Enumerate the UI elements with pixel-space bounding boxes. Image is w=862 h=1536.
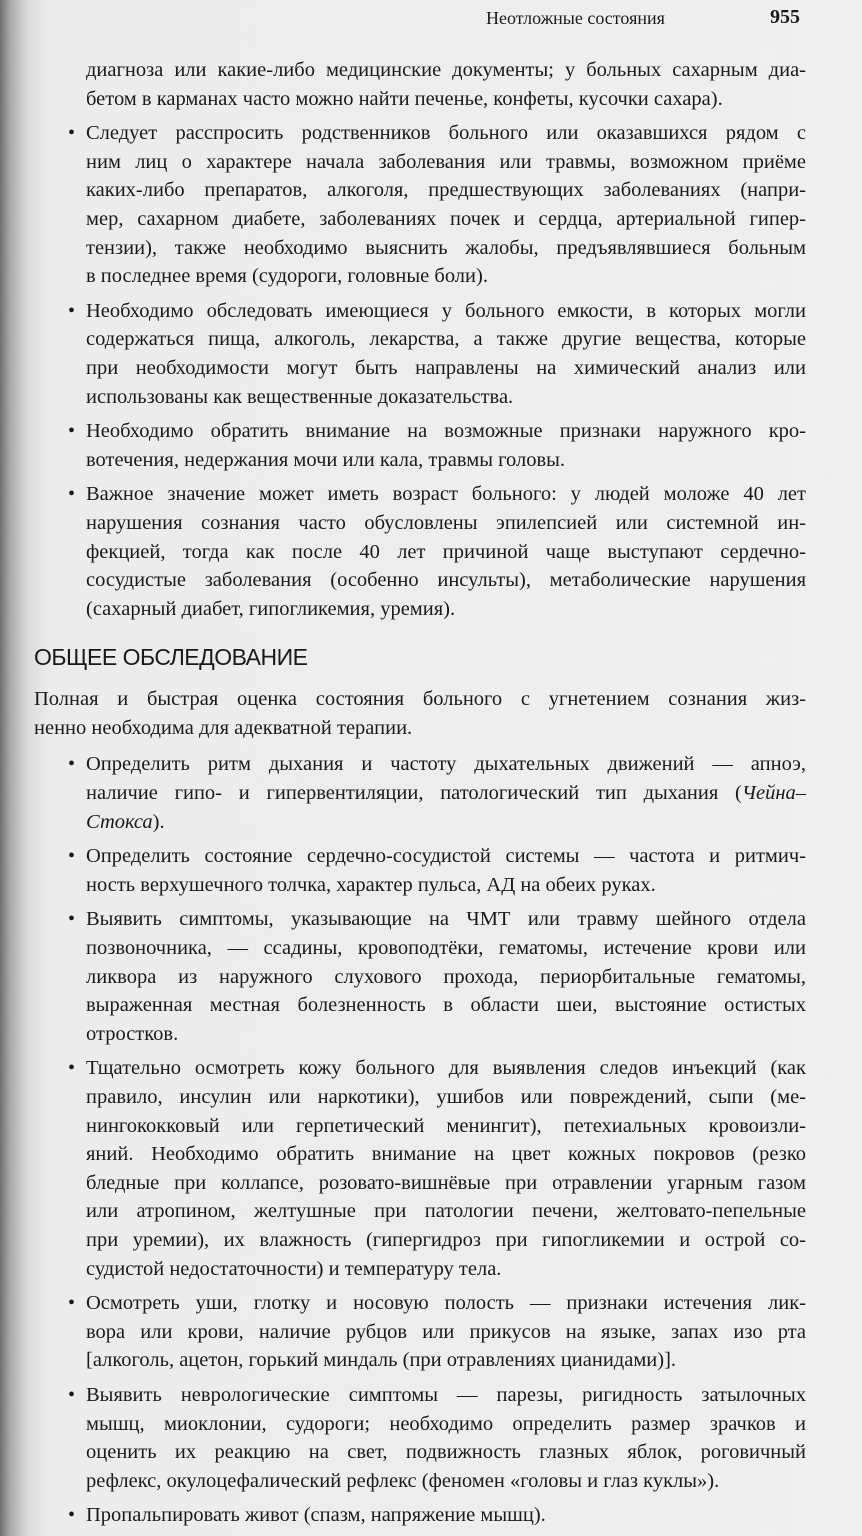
text-line: правило, инсулин или наркотики), ушибов или повреждений, сыпи (ме- — [86, 1086, 806, 1108]
text-line: Следует расспросить родственников больного или оказавшихся рядом с — [86, 122, 806, 145]
section-lead-paragraph — [34, 685, 806, 742]
bullet-icon: • — [68, 1292, 76, 1315]
text-fragment: наличие гипо- и гипервентиляции, патологический тип дыхания ( — [86, 782, 742, 805]
bullet-item — [68, 119, 806, 291]
bullet-item — [68, 750, 806, 836]
bullet-item — [68, 1501, 806, 1530]
text-line: (сахарный диабет, гипогликемия, уремия). — [86, 597, 456, 620]
text-line: вотечения, недержания мочи или кала, травмы головы. — [86, 448, 566, 471]
text-line: тензии), также необходимо выяснить жалобы, предъявлявшиеся больным — [86, 236, 806, 259]
text-line: сосудистые заболевания (особенно инсульты), метаболические нарушения — [86, 569, 806, 592]
text-line: отростков. — [86, 1022, 179, 1045]
text-line: использованы как вещественные доказательства. — [86, 385, 514, 408]
text-line: мер, сахарном диабете, заболеваниях почек и сердца, артериальной гипер- — [86, 207, 806, 230]
text-line: выраженная местная болезненность в области шеи, выстояние остистых — [86, 994, 806, 1017]
bullet-item — [68, 417, 806, 474]
text-line: Выявить симптомы, указывающие на ЧМТ или травму шейного отдела — [86, 908, 806, 931]
text-line: Необходимо обратить внимание на возможные признаки наружного кро- — [86, 420, 806, 443]
bullet-item — [68, 1381, 806, 1495]
bullet-icon: • — [68, 1383, 76, 1406]
page-body — [34, 56, 806, 1536]
bullet-icon: • — [68, 1504, 76, 1527]
bullet-item — [68, 905, 806, 1048]
continuation-paragraph — [86, 56, 806, 113]
text-line: бледные при коллапсе, розовато-вишнёвые при отравлении угарным газом — [86, 1171, 806, 1194]
text-line: Необходимо обследовать имеющиеся у больного емкости, в которых могли — [86, 299, 806, 322]
bullet-icon: • — [68, 753, 76, 776]
bullet-icon: • — [68, 122, 76, 145]
bullet-item — [68, 297, 806, 411]
text-line: мышц, миоклонии, судороги; необходимо определить размер зрачков и — [86, 1412, 806, 1435]
text-line: оценить их реакцию на свет, подвижность глазных яблок, роговичный — [86, 1441, 806, 1464]
section-heading: ОБЩЕЕ ОБСЛЕДОВАНИЕ — [34, 644, 308, 671]
text-line: нарушения сознания часто обусловлены эпилепсией или системной ин- — [86, 511, 806, 534]
bullet-item — [68, 842, 806, 899]
text-line: Выявить неврологические симптомы — парезы, ригидность затылочных — [86, 1383, 806, 1406]
page-number: 955 — [770, 6, 800, 28]
text-line: ность верхушечного толчка, характер пульса, АД на обеих руках. — [86, 873, 656, 896]
bullet-icon: • — [68, 845, 76, 868]
italic-term: Чейна– — [741, 782, 806, 805]
bullet-item — [68, 480, 806, 623]
text-line: содержаться пища, алкоголь, лекарства, а также другие вещества, которые — [86, 328, 806, 351]
bullet-icon: • — [68, 299, 76, 322]
text-line: судистой недостаточности) и температуру тела. — [86, 1257, 502, 1280]
text-line: фекцией, тогда как после 40 лет причиной чаще выступают сердечно- — [86, 540, 806, 563]
text-line — [86, 779, 806, 808]
text-line: [алкоголь, ацетон, горький миндаль (при отравлениях цианидами)]. — [86, 1349, 677, 1372]
bullet-icon: • — [68, 1057, 76, 1080]
text-line: Определить ритм дыхания и частоту дыхательных движений — апноэ, — [86, 753, 806, 776]
text-line — [86, 808, 806, 837]
text-line: при уремии), их влажность (гипергидроз при гипогликемии и острой со- — [86, 1228, 806, 1251]
page-header — [0, 6, 862, 32]
text-line: яний. Необходимо обратить внимание на цвет кожных покровов (резко — [86, 1143, 806, 1166]
text-line: в последнее время (судороги, головные боли). — [86, 265, 488, 288]
text-line: позвоночника, — ссадины, кровоподтёки, гематомы, истечение крови или — [86, 937, 806, 960]
bullet-item — [68, 1054, 806, 1283]
bullet-item — [68, 1289, 806, 1375]
text-line: ненно необходима для адекватной терапии. — [34, 716, 413, 739]
text-line: Определить состояние сердечно-сосудистой системы — частота и ритмич- — [86, 845, 806, 868]
bullet-icon: • — [68, 420, 76, 443]
text-line: нингококковый или герпетический менингит), петехиальных кровоизли- — [86, 1114, 806, 1137]
text-line: Тщательно осмотреть кожу больного для выявления следов инъекций (как — [86, 1057, 806, 1080]
text-line: вора или крови, наличие рубцов или прикусов на языке, запах изо рта — [86, 1320, 806, 1343]
text-line: Осмотреть уши, глотку и носовую полость — признаки истечения лик- — [86, 1292, 806, 1315]
text-line: бетом в карманах часто можно найти печенье, конфеты, кусочки сахара). — [86, 87, 723, 110]
text-line: диагноза или какие-либо медицинские документы; у больных сахарным диа- — [86, 59, 806, 81]
text-line: или атропином, желтушные при патологии печени, желтовато-пепельные — [86, 1200, 806, 1223]
text-line: ликвора из наружного слухового прохода, периорбитальные гематомы, — [86, 965, 806, 988]
text-line: Важное значение может иметь возраст больного: у людей моложе 40 лет — [86, 483, 806, 506]
bullet-icon: • — [68, 908, 76, 931]
italic-term: Стокса — [86, 810, 153, 833]
bullet-icon: • — [68, 483, 76, 506]
running-title: Неотложные состояния — [486, 8, 665, 28]
text-line: Пропальпировать живот (спазм, напряжение мышц). — [86, 1504, 546, 1527]
text-line: при необходимости могут быть направлены на химический анализ или — [86, 356, 806, 379]
text-line: ним лиц о характере начала заболевания или травмы, возможном приёме — [86, 150, 806, 173]
text-fragment: ). — [152, 810, 165, 833]
text-line: рефлекс, окулоцефалический рефлекс (феномен «головы и глаз куклы»). — [86, 1469, 720, 1492]
text-line: каких-либо препаратов, алкоголя, предшествующих заболеваниях (напри- — [86, 179, 806, 202]
text-line: Полная и быстрая оценка состояния больного с угнетением сознания жиз- — [34, 688, 806, 711]
